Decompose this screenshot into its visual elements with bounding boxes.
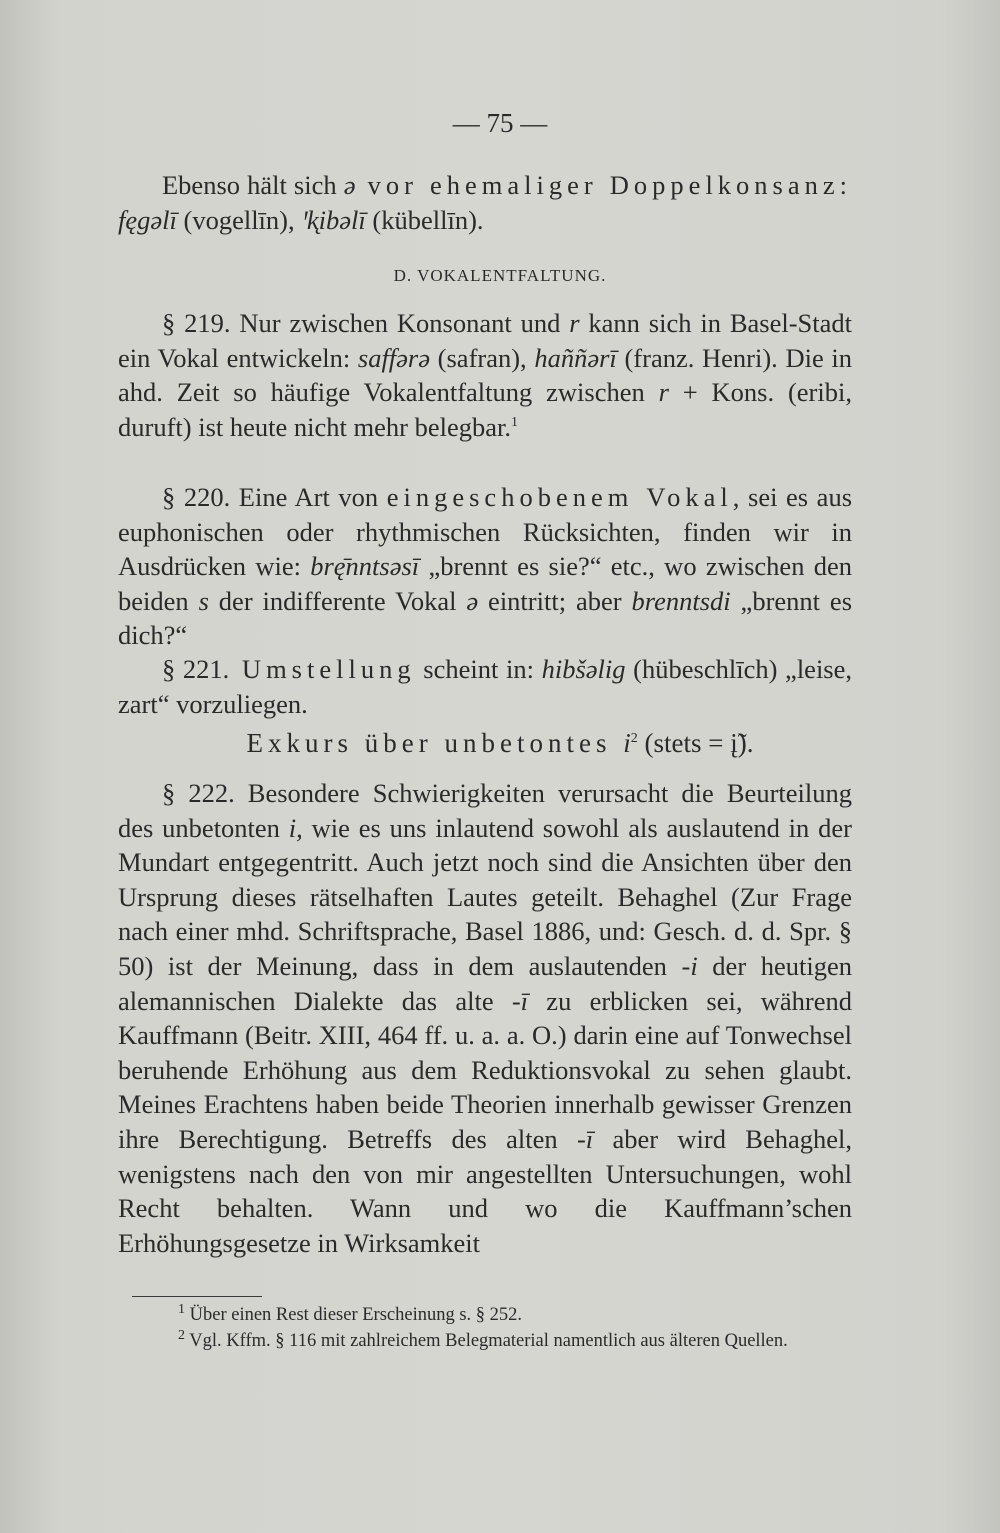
footnote-ref: 1 (510, 414, 518, 430)
page-number: — 75 — (452, 108, 548, 138)
footnote-divider (132, 1296, 262, 1297)
paragraph-number: § 221. (162, 654, 230, 684)
excursus-heading: Exkurs über unbetontes $i^2$ (stets = į̃). (246, 728, 754, 758)
footnotes (124, 1302, 852, 1354)
paragraph-220: § 220. Eine Art von eingeschobenem Vokal, sei es aus euphonischen oder rhythmischen Rücksichten, finden wir in Ausdrücken wie: brę̄nntsəsī „brennt es sie?“ etc., wo zwischen den beiden s der indifferente Vokal ə eintritt; aber brenntsdi „brennt es dich?“ (118, 482, 853, 651)
paragraph-number: § 219. (162, 308, 231, 338)
paragraph-221: § 221. Umstellung scheint in: hibšəlig (hübeschlīch) „leise, zart“ vorzuliegen. (118, 654, 853, 719)
intro-paragraph: Ebenso hält sich ə vor ehemaliger Doppelkonsanz: fęgəlī (vogellīn), ꞌk̨ibəlī (kübellīn). (118, 170, 853, 235)
paragraph-222: § 222. Besondere Schwierigkeiten verursacht die Beurteilung des unbetonten i, wie es uns inlautend sowohl als auslautend in der Mundart entgegentritt. Auch jetzt noch sind die Ansichten über den Ursprung dieses rätselhaften Lautes geteilt. Behaghel (Zur Frage nach einer mhd. Schriftsprache, Basel 1886, und: Gesch. d. d. Spr. § 50) ist der Meinung, dass in dem auslautenden -i der heutigen alemannischen Dialekte das alte -ī zu erblicken sei, während Kauffmann (Beitr. XIII, 464 ff. u. a. a. O.) darin eine auf Tonwechsel beruhende Erhöhung aus dem Reduktionsvokal zu sehen glaubt. Meines Erachtens haben beide Theorien innerhalb gewisser Grenzen ihre Berechtigung. Betreffs des alten -ī aber wird Behaghel, wenigstens nach den von mir angestellten Untersuchungen, wohl Recht behalten. Wann und wo die Kauffmann’schen Erhöhungsgesetze in Wirksamkeit (118, 778, 853, 1258)
paragraph-219: § 219. Nur zwischen Konsonant und r kann sich in Basel-Stadt ein Vokal entwickeln: saffərə (safran), haññərī (franz. Henri). Die in ahd. Zeit so häufige Vokalentfaltung zwischen r + Kons. (eribi, duruft) ist heute nicht mehr belegbar.$^1$ (118, 308, 852, 442)
section-heading: D. VOKALENTFALTUNG. (393, 266, 607, 285)
footnote-1: $^1$ Über einen Rest dieser Erscheinung s. § 252. (178, 1301, 523, 1325)
paragraph-number: § 220. (162, 482, 231, 512)
footnote-2: $^2$ Vgl. Kffm. § 116 mit zahlreichem Belegmaterial namentlich aus älteren Quellen. (178, 1327, 788, 1351)
paragraph-number: § 222. (162, 778, 235, 808)
